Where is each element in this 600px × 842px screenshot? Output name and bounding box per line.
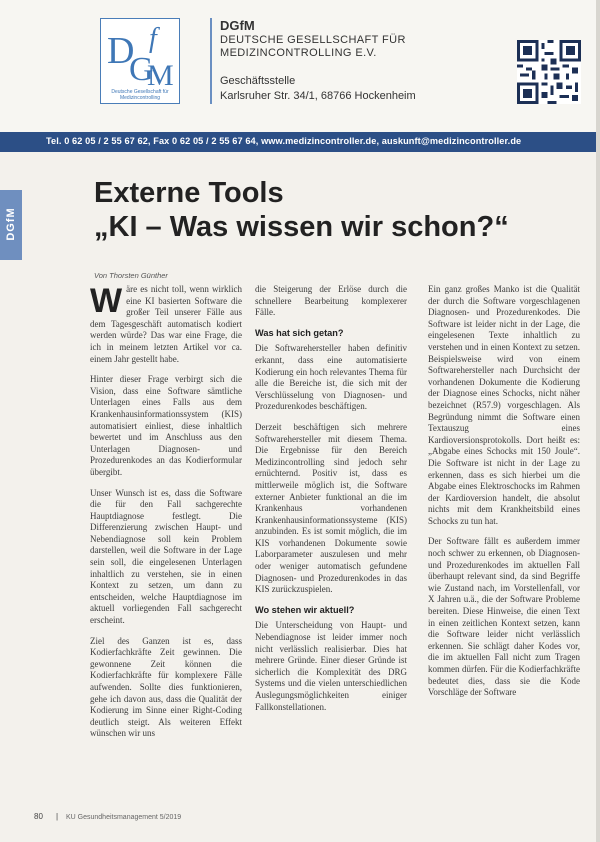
- title-line-1: Externe Tools: [94, 177, 284, 209]
- org-name: [220, 34, 406, 60]
- page-footer: [34, 812, 181, 821]
- article-title: [94, 176, 594, 244]
- qr-code-icon: [517, 40, 581, 104]
- page-number: 80: [34, 812, 43, 821]
- paragraph: Die Unterscheidung von Haupt- und Nebendiagnose ist leider immer noch nicht verlässlich realisierbar. Dies hat mehrere Gründe. Einer dieser Gründe ist sicherlich die Komplexität des DRG Systems und die vielen unterschiedlichen Auslegungsmöglichkeiten einiger Fallkonstellationen.: [255, 620, 407, 712]
- paragraph: Der Software fällt es außerdem immer noch schwer zu erkennen, ob Diagnosen- und Prozedurenkodes im aktuellen Fall überhaupt relevant sind, da sind Begriffe wie Zustand nach, im Vorstellenfall, vor X Jahren u.ä., die der Software Probleme bereiten. Diese Hinweise, die einen Text in einen zeitlichen Kontext setzen, kann die Software leider nicht verlässlich erkennen. Sie schlägt daher Kodes vor, die im aktuellen Fall nicht zum Tragen kommen dürfen. Für die Kodierfachkräfte bedeutet dies, dass sie die Kode Vorschläge der Software: [428, 536, 580, 698]
- article-author: Von Thorsten Günther: [94, 271, 168, 280]
- paragraph: Unser Wunsch ist es, dass die Software die für den Fall sachgerechte Hauptdiagnose festlegt. Die Differenzierung zwischen Haupt- und Nebendiagnose soll kein Problem darstellen, weil die Software in der Lage sein soll, die eingelesenen Unterlagen inhaltlich zu verstehen, sie in einen Kontext zu setzen, um dann zu entscheiden, welche Hauptdiagnose im aktuell vorliegenden Fall sachgerecht erscheint.: [90, 487, 242, 626]
- header-divider: [210, 18, 212, 104]
- paragraph: Die Softwarehersteller haben definitiv erkannt, dass eine automatisierte Kodierung ein hoch relevantes Thema für alle die Bereiche ist, die sich mit der Verschlüsselung von Diagnosen- und Prozedurenkodes beschäftigen.: [255, 343, 407, 412]
- paragraph: Derzeit beschäftigen sich mehrere Softwarehersteller mit diesem Thema. Die Ergebnisse für den Bereich Medizincontrolling sind jedoch sehr ernüchternd. Positiv ist, dass es mittlerweile möglich ist, die Software externer Anbieter funktional an die im Krankenhaus vorhandenen Krankenhausinformationssysteme (KIS) anzubinden. Es ist somit möglich, die im KIS vorhandenen Dokumente sowie Laborparameter auszulesen und mehr oder weniger automatisch gefundene Diagnosen- und Prozedurenkodes in das KIS zurückzuspielen.: [255, 421, 407, 595]
- office-address: [220, 74, 416, 104]
- side-tab-label: DGfM: [5, 207, 17, 241]
- paragraph: Wäre es nicht toll, wenn wirklich eine KI basierten Software die großer Teil unserer Fälle aus dem Tagesgeschäft automatisch kodiert werden würde? Das war eine Frage, die ich in meinem letzten Artikel vor ca. einem Jahr gestellt habe.: [90, 282, 242, 364]
- org-name-line-2: MEDIZINCONTROLLING E.V.: [220, 47, 377, 59]
- article-column-1: [90, 284, 242, 749]
- paragraph: die Steigerung der Erlöse durch die schnellere Bearbeitung komplexerer Fälle.: [255, 284, 407, 318]
- paragraph: Hinter dieser Frage verbirgt sich die Vision, dass eine Software sämtliche Unterlagen eines Falls aus dem Krankenhausinformationssystem (KIS) automatisiert einliest, diese inhaltlich bewertet und im Anschluss aus den Unterlagen Diagnosen- und Prozedurenkodes an das Kodierformular übergibt.: [90, 374, 242, 477]
- journal-name: KU Gesundheitsmanagement 5/2019: [66, 814, 182, 821]
- office-street: Karlsruher Str. 34/1, 68766 Hockenheim: [220, 90, 416, 102]
- contact-bar: [0, 132, 600, 152]
- article-column-2: [255, 284, 407, 722]
- title-line-2: „KI – Was wissen wir schon?“: [94, 211, 509, 243]
- page-edge: [596, 0, 600, 842]
- contact-info: Tel. 0 62 05 / 2 55 67 62, Fax 0 62 05 / 2 55 67 64, www.medizincontroller.de, auskunft@medizincontroller.de: [46, 136, 522, 146]
- section-heading: Was hat sich getan?: [255, 327, 344, 338]
- article-column-3: [428, 284, 580, 708]
- paragraph: Ein ganz großes Manko ist die Qualität der durch die Software vorgeschlagenen Diagnosen- und Prozedurenkodes. Die Software ist leider nicht in der Lage, die eingelesenen Texte inhaltlich zu verstehen und in einen Kontext zu setzen. Beispielsweise wird von einem Softwarehersteller nach Durchsicht der vorhandenen Dokumente die Kodierung der Diagnose eines Schocks, nicht näher bezeichnet (R57.9) vorgeschlagen. Als Begründung nimmt die Software einen Textauszug eines Kardioversionsprotokolls. Dort heißt es: „Abgabe eines Schocks mit 150 Joule“. Die Software ist nicht in der Lage zu erkennen, dass es sich hierbei um die Abgabe eines Elektroschocks im Rahmen der Kardioversion handelt, die absolut nichts mit dem Krankheitsbild eines Schocks zu tun hat.: [428, 284, 580, 526]
- logo-subtitle: Deutsche Gesellschaft für Medizincontrolling: [111, 89, 169, 101]
- dgfm-logo: D G f M Deutsche Gesellschaft für Medizincontrolling: [100, 18, 180, 104]
- org-name-line-1: DEUTSCHE GESELLSCHAFT FÜR: [220, 34, 406, 46]
- side-tab: [0, 190, 22, 260]
- page-header: [0, 0, 600, 132]
- footer-separator: |: [56, 812, 59, 821]
- paragraph: Ziel des Ganzen ist es, dass Kodierfachkräfte Zeit gewinnen. Die gewonnene Zeit können die Kodierfachkräfte für komplexere Fälle aufwenden. Sollte dies funktionieren, gehe ich davon aus, dass die Qualität der Kodierung im Sinne einer Right-Coding deutlich steigt. Als weiteren Effekt wünschen wir uns: [90, 635, 242, 739]
- org-abbreviation: DGfM: [220, 18, 255, 33]
- section-heading: Wo stehen wir aktuell?: [255, 604, 355, 615]
- drop-cap: W: [90, 282, 123, 320]
- office-label: Geschäftsstelle: [220, 75, 296, 87]
